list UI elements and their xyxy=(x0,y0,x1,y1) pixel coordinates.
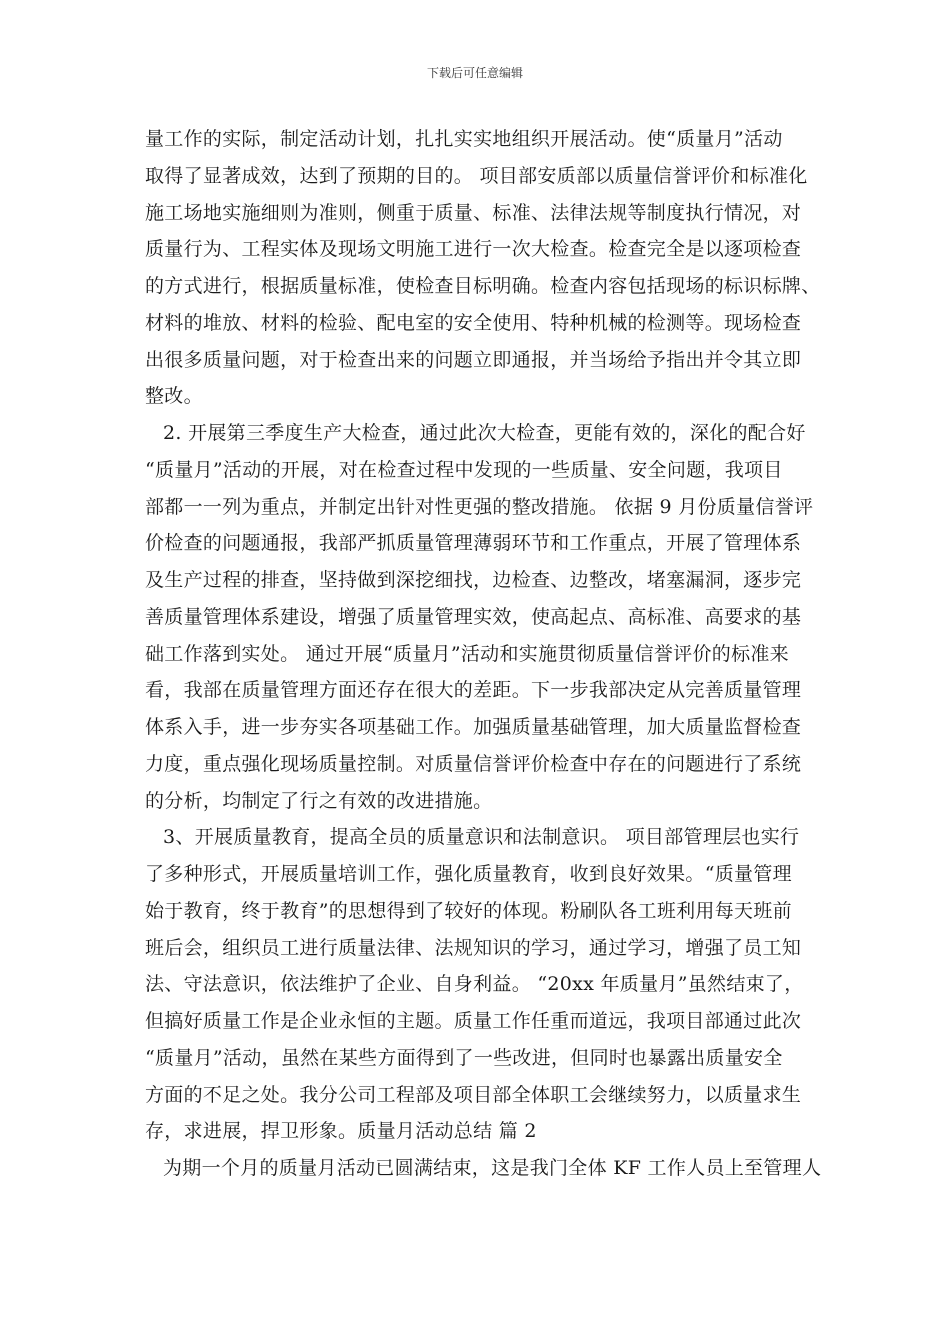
text-line: 为期一个月的质量月活动已圆满结束，这是我门全体 KF 工作人员上至管理人 xyxy=(163,1157,822,1179)
text-line: 材料的堆放、材料的检验、配电室的安全使用、特种机械的检测等。现场检查 xyxy=(145,311,802,334)
text-line: “质量月”活动，虽然在某些方面得到了一些改进，但同时也暴露出质量安全 xyxy=(145,1046,783,1069)
paragraph-2 xyxy=(145,415,814,819)
text-line: 量工作的实际，制定活动计划，扎扎实实地组织开展活动。使“质量月”活动 xyxy=(145,128,783,150)
text-line: 善质量管理体系建设，增强了质量管理实效，使高起点、高标准、高要求的基 xyxy=(145,605,802,628)
document-body xyxy=(145,121,822,1187)
text-line: 3、开展质量教育，提高全员的质量意识和法制意识。 项目部管理层也实行 xyxy=(163,826,800,849)
text-line: 了多种形式，开展质量培训工作，强化质量教育，收到良好效果。“质量管理 xyxy=(145,863,792,885)
text-line: 的分析，均制定了行之有效的改进措施。 xyxy=(145,789,493,812)
text-line: 看，我部在质量管理方面还存在很大的差距。下一步我部决定从完善质量管理 xyxy=(145,679,802,702)
text-line: 班后会，组织员工进行质量法律、法规知识的学习，通过学习，增强了员工知 xyxy=(145,936,802,959)
text-line: 体系入手，进一步夯实各项基础工作。加强质量基础管理，加大质量监督检查 xyxy=(145,716,802,738)
text-line: 质量行为、工程实体及现场文明施工进行一次大检查。检查完全是以逐项检查 xyxy=(145,238,802,261)
text-line: 力度，重点强化现场质量控制。对质量信誉评价检查中存在的问题进行了系统 xyxy=(145,752,802,775)
text-line: 出很多质量问题，对于检查出来的问题立即通报，并当场给予指出并令其立即 xyxy=(145,348,802,371)
text-line: 取得了显著成效，达到了预期的目的。 项目部安质部以质量信誉评价和标准化 xyxy=(145,164,808,187)
paragraph-4 xyxy=(145,1150,822,1187)
text-line: 2. 开展第三季度生产大检查，通过此次大检查，更能有效的，深化的配合好 xyxy=(163,422,806,444)
text-line: 但搞好质量工作是企业永恒的主题。质量工作任重而道远，我项目部通过此次 xyxy=(145,1010,802,1032)
text-line: 施工场地实施细则为准则，侧重于质量、标准、法律法规等制度执行情况，对 xyxy=(145,201,802,224)
page-header-note: 下载后可任意编辑 xyxy=(426,66,523,80)
text-line: 整改。 xyxy=(145,385,203,408)
text-line: 础工作落到实处。 通过开展“质量月”活动和实施贯彻质量信誉评价的标准来 xyxy=(145,642,789,665)
text-line: 部都一一列为重点，并制定出针对性更强的整改措施。 依据 9 月份质量信誉评 xyxy=(145,495,814,518)
text-line: 方面的不足之处。我分公司工程部及项目部全体职工会继续努力，以质量求生 xyxy=(145,1083,802,1106)
text-line: “质量月”活动的开展，对在检查过程中发现的一些质量、安全问题，我项目 xyxy=(145,458,783,481)
text-line: 价检查的问题通报，我部严抓质量管理薄弱环节和工作重点，开展了管理体系 xyxy=(145,532,802,555)
text-line: 的方式进行，根据质量标准，使检查目标明确。检查内容包括现场的标识标牌、 xyxy=(145,275,821,297)
text-line: 法、守法意识，依法维护了企业、自身利益。 “20xx 年质量月”虽然结束了， xyxy=(145,973,804,996)
paragraph-1 xyxy=(145,121,821,415)
text-line: 及生产过程的排查，坚持做到深挖细找，边检查、边整改，堵塞漏洞，逐步完 xyxy=(145,569,802,591)
text-line: 存，求进展，捍卫形象。质量月活动总结 篇 2 xyxy=(145,1120,537,1143)
text-line: 始于教育，终于教育”的思想得到了较好的体现。粉刷队各工班利用每天班前 xyxy=(145,899,792,922)
paragraph-3 xyxy=(145,819,805,1150)
